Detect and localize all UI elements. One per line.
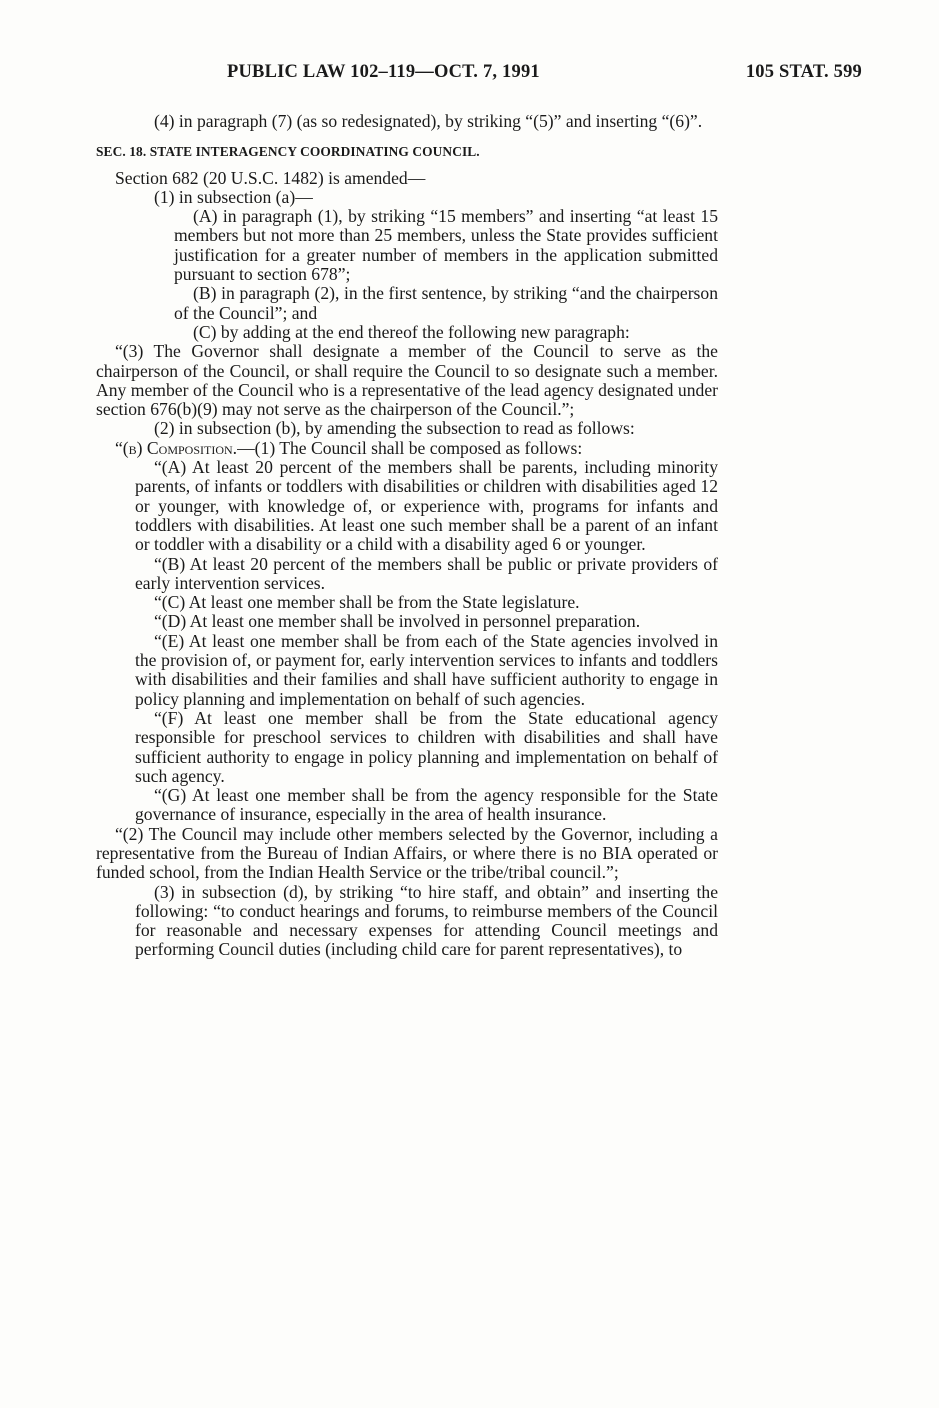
item-3: (3) in subsection (d), by striking “to hire staff, and obtain” and inserting the following: “to conduct hearings and forums, to reimburse members of the Council for reasonable and necessary expenses for attending Council meetings and performing Council duties (including child care for parent representatives), to (135, 881, 718, 960)
clause-f: “(F) At least one member shall be from the State educational agency responsible for preschool services to children with disabilities and shall have sufficient authority to engage in policy planning and implementation on behalf of such agency. (135, 707, 718, 786)
running-header (0, 62, 939, 88)
clause-b: “(B) At least 20 percent of the members shall be public or private providers of early intervention services. (135, 553, 718, 593)
header-title: PUBLIC LAW 102–119—OCT. 7, 1991 (227, 62, 540, 82)
header-stat-page: 105 STAT. 599 (745, 62, 862, 82)
clause-g: “(G) At least one member shall be from the agency responsible for the State governance of insurance, especially in the area of health insurance. (135, 785, 718, 825)
quoted-paragraph-3: “(3) The Governor shall designate a member of the Council to serve as the chairperson of the Council, or shall require the Council to so designate such a member. Any member of the Council who is a representative of the lead agency designated under section 676(b)(9) may not serve as the chairperson of the Council.”; (96, 341, 718, 420)
subsection-b-heading (96, 439, 718, 458)
item-1-a: (A) in paragraph (1), by striking “15 members” and inserting “at least 15 members but not more than 25 members, unless the State provides sufficient justification for a greater number of members in the application submitted pursuant to section 678”; (174, 206, 718, 285)
item-1-b: (B) in paragraph (2), in the first sentence, by striking “and the chairperson of the Council”; and (174, 283, 718, 323)
item-2: (2) in subsection (b), by amending the subsection to read as follows: (154, 418, 635, 439)
section-heading: SEC. 18. STATE INTERAGENCY COORDINATING COUNCIL. (96, 144, 480, 160)
clause-d: “(D) At least one member shall be involved in personnel preparation. (154, 611, 641, 632)
paragraph-4-amendment: (4) in paragraph (7) (as so redesignated), by striking “(5)” and inserting “(6)”. (154, 111, 703, 131)
clause-c: “(C) At least one member shall be from the State legislature. (154, 592, 580, 613)
composition-text: —(1) The Council shall be composed as follows: (237, 437, 583, 458)
composition-heading: “(b) Composition. (115, 437, 238, 458)
section-intro: Section 682 (20 U.S.C. 1482) is amended— (115, 167, 426, 188)
quoted-paragraph-2: “(2) The Council may include other members selected by the Governor, including a representative from the Bureau of Indian Affairs, or where there is no BIA operated or funded school, from the Indian Health Service or the tribe/tribal council.”; (96, 823, 718, 883)
clause-a: “(A) At least 20 percent of the members shall be parents, including minority parents, of infants or toddlers with disabilities or children with disabilities aged 12 or younger, with knowledge of, or experience with, programs for infants and toddlers with disabilities. At least one such member shall be a parent of an infant or toddler with a disability or a child with a disability aged 6 or younger. (135, 457, 718, 555)
clause-e: “(E) At least one member shall be from each of the State agencies involved in the provision of, or payment for, early intervention services to infants and toddlers with disabilities and their families and shall have sufficient authority to engage in policy planning and implementation on behalf of such agencies. (135, 630, 718, 709)
item-1-c: (C) by adding at the end thereof the following new paragraph: (193, 321, 630, 342)
item-1: (1) in subsection (a)— (154, 186, 313, 207)
document-body (96, 112, 718, 960)
